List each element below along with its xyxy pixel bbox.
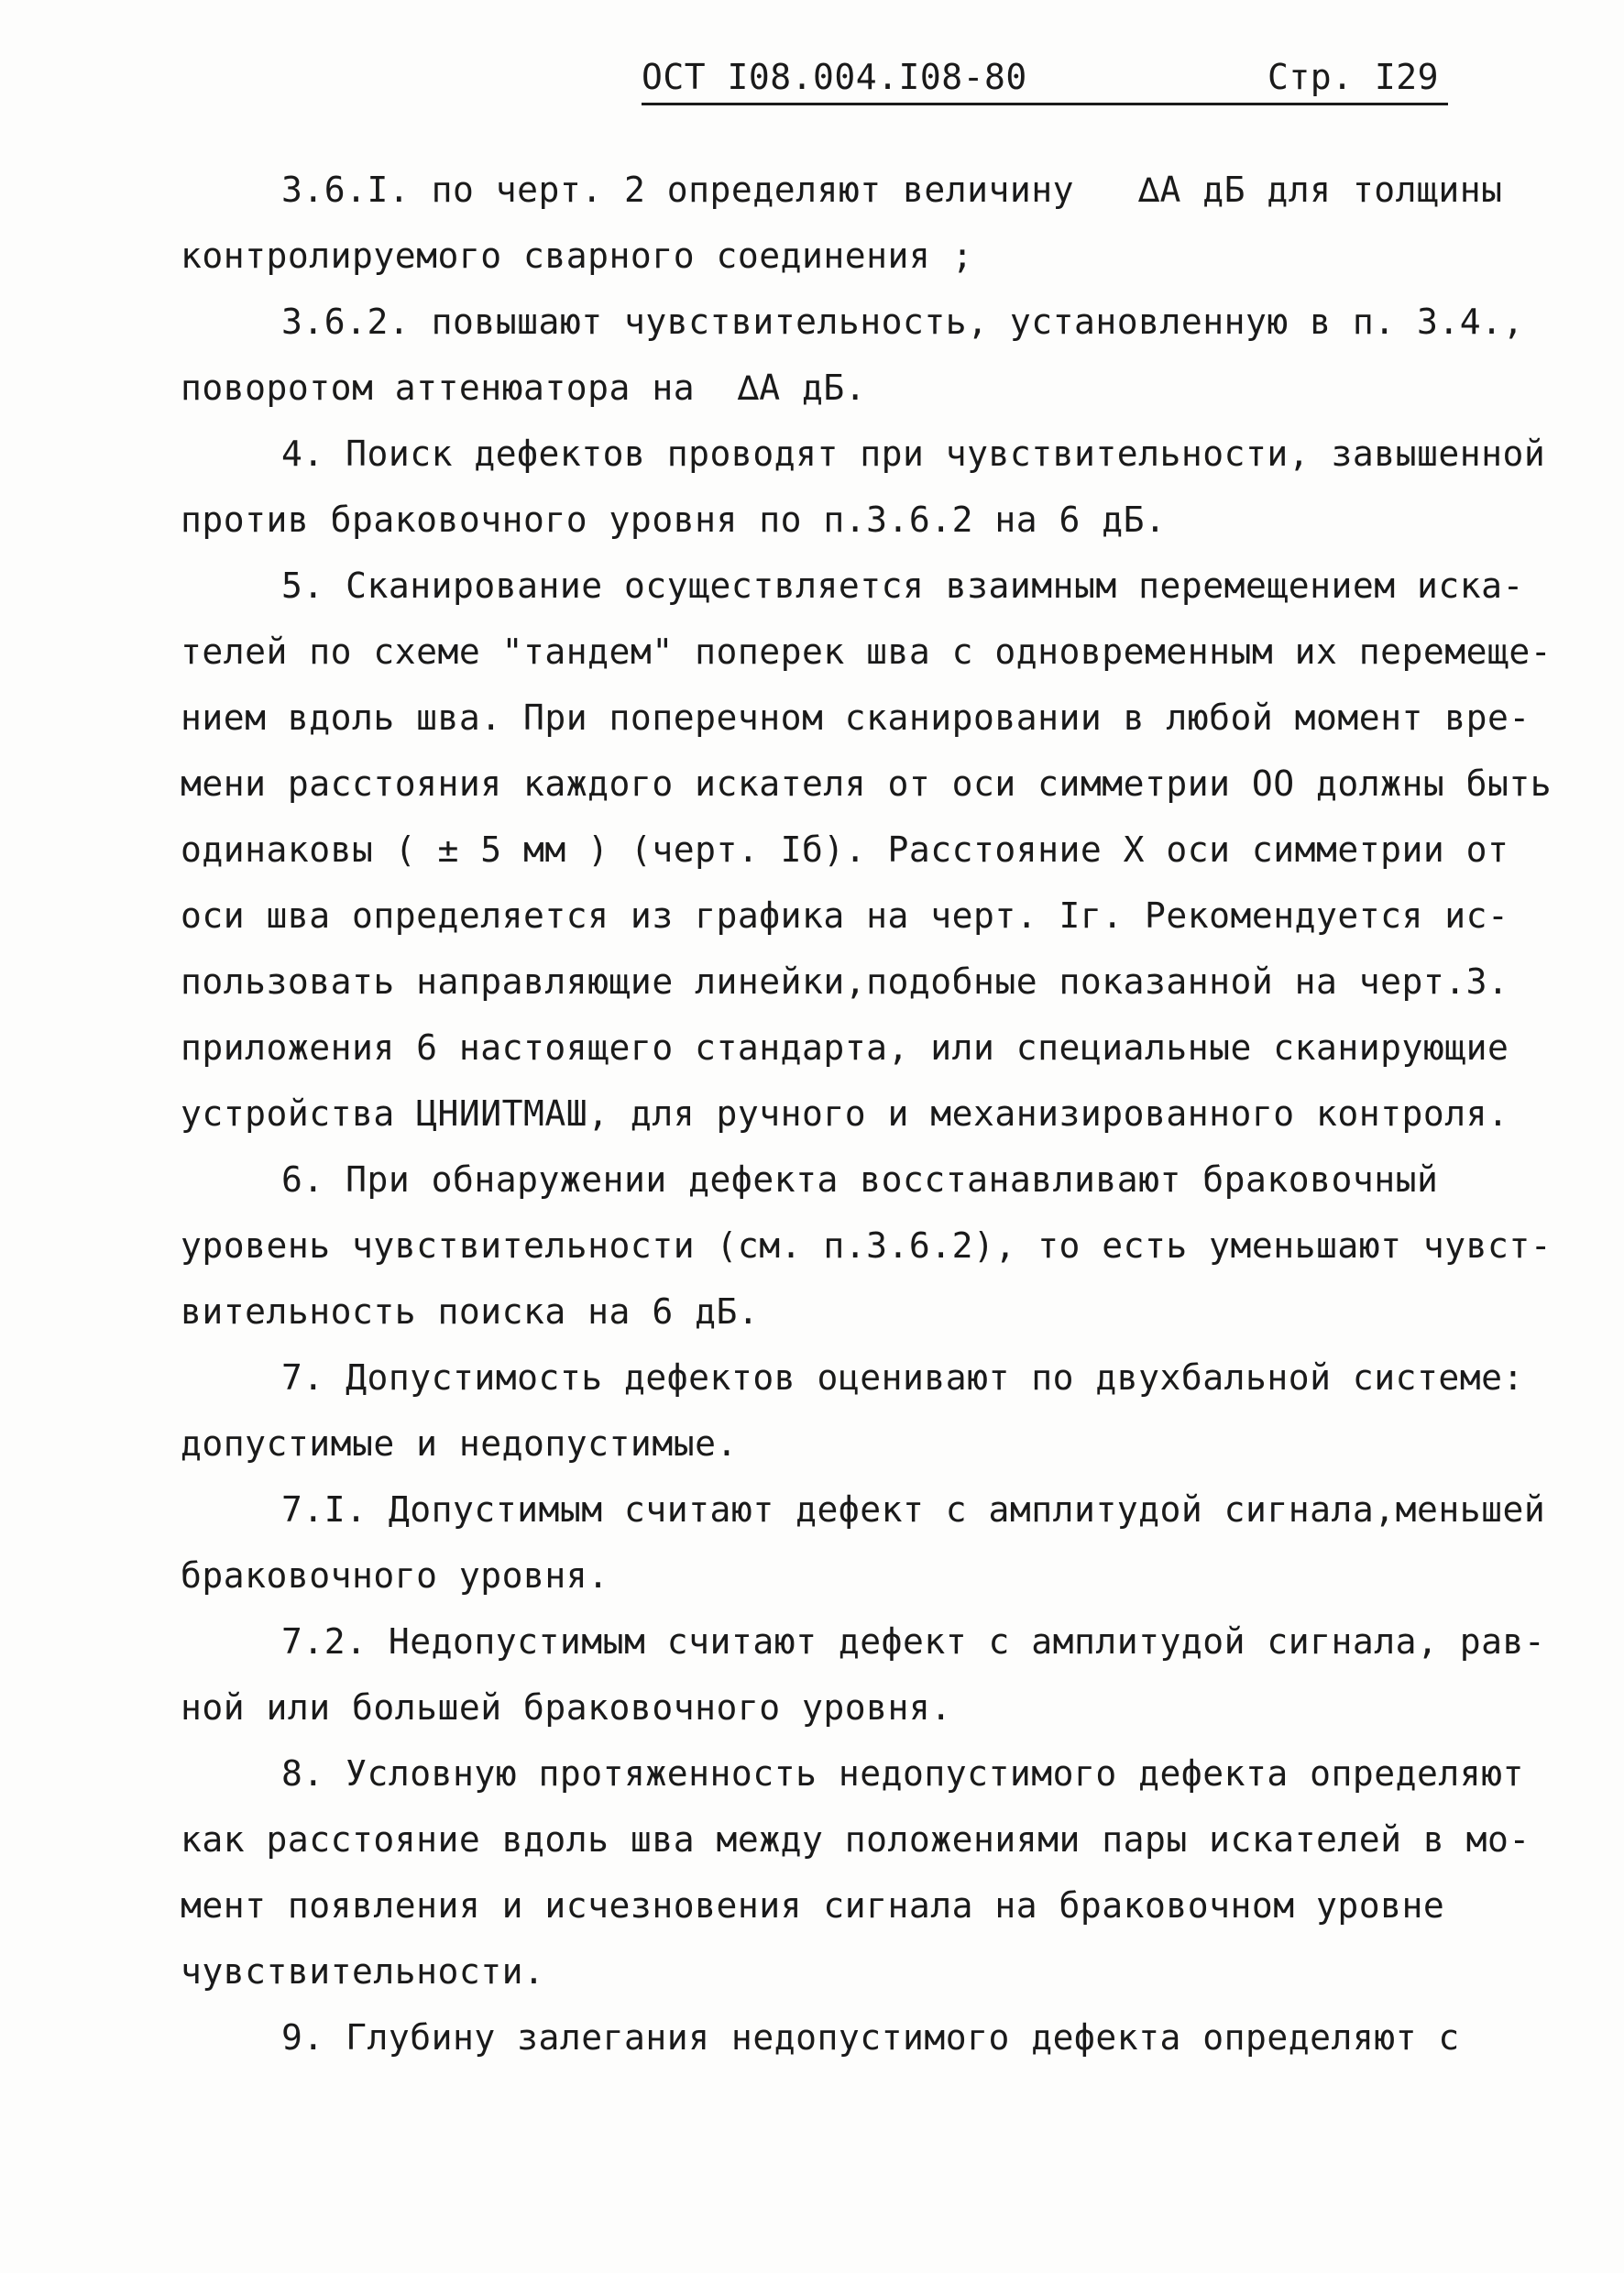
text-line: 7. Допустимость дефектов оценивают по двухбальной системе: [281, 1357, 1524, 1398]
text-line: 3.6.2. повышают чувствительность, установленную в п. 3.4., [281, 302, 1524, 342]
text-line: против браковочного уровня по п.3.6.2 на 6 дБ. [181, 500, 1167, 540]
text-line: оси шва определяется из графика на черт. Iг. Рекомендуется ис- [181, 895, 1509, 936]
text-line: устройства ЦНИИТМАШ, для ручного и механизированного контроля. [181, 1093, 1509, 1134]
text-line: 7.I. Допустимым считают дефект с амплитудой сигнала,меньшей [281, 1489, 1546, 1530]
text-line: мени расстояния каждого искателя от оси симметрии ОО должны быть [181, 763, 1553, 804]
text-line: ной или большей браковочного уровня. [181, 1687, 952, 1728]
text-line: 6. При обнаружении дефекта восстанавливают браковочный [281, 1159, 1439, 1200]
text-line: 8. Условную протяженность недопустимого дефекта определяют [281, 1753, 1524, 1794]
text-line: 4. Поиск дефектов проводят при чувствительности, завышенной [281, 434, 1546, 474]
text-line: контролируемого сварного соединения ; [181, 236, 973, 276]
text-line: приложения 6 настоящего стандарта, или специальные сканирующие [181, 1027, 1509, 1068]
text-line: пользовать направляющие линейки,подобные показанной на черт.3. [181, 961, 1509, 1002]
text-line: браковочного уровня. [181, 1555, 609, 1596]
text-line: 5. Сканирование осуществляется взаимным перемещением иска- [281, 566, 1524, 606]
text-line: вительность поиска на 6 дБ. [181, 1291, 760, 1332]
page-number: Стр. I29 [1267, 57, 1439, 97]
text-line: допустимые и недопустимые. [181, 1423, 738, 1464]
text-line: мент появления и исчезновения сигнала на браковочном уровне [181, 1885, 1445, 1926]
document-code: ОСТ I08.004.I08-80 [642, 57, 1027, 97]
text-line: чувствительности. [181, 1951, 545, 1992]
text-line: одинаковы ( ± 5 мм ) (черт. Iб). Расстояние Х оси симметрии от [181, 829, 1509, 870]
text-line: телей по схеме "тандем" поперек шва с одновременным их перемеще- [181, 631, 1553, 672]
text-line: уровень чувствительности (см. п.3.6.2), то есть уменьшают чувст- [181, 1225, 1553, 1266]
text-line: поворотом аттенюатора на ∆А дБ. [181, 368, 867, 408]
page-header [642, 57, 1448, 104]
text-line: 7.2. Недопустимым считают дефект с амплитудой сигнала, рав- [281, 1621, 1546, 1662]
text-line: 9. Глубину залегания недопустимого дефекта определяют с [281, 2017, 1460, 2058]
text-line: 3.6.I. по черт. 2 определяют величину ∆А дБ для толщины [281, 170, 1503, 210]
text-line: нием вдоль шва. При поперечном сканировании в любой момент вре- [181, 697, 1531, 738]
document-body [181, 170, 1553, 2083]
header-underline [642, 103, 1448, 105]
text-line: как расстояние вдоль шва между положениями пары искателей в мо- [181, 1819, 1531, 1860]
